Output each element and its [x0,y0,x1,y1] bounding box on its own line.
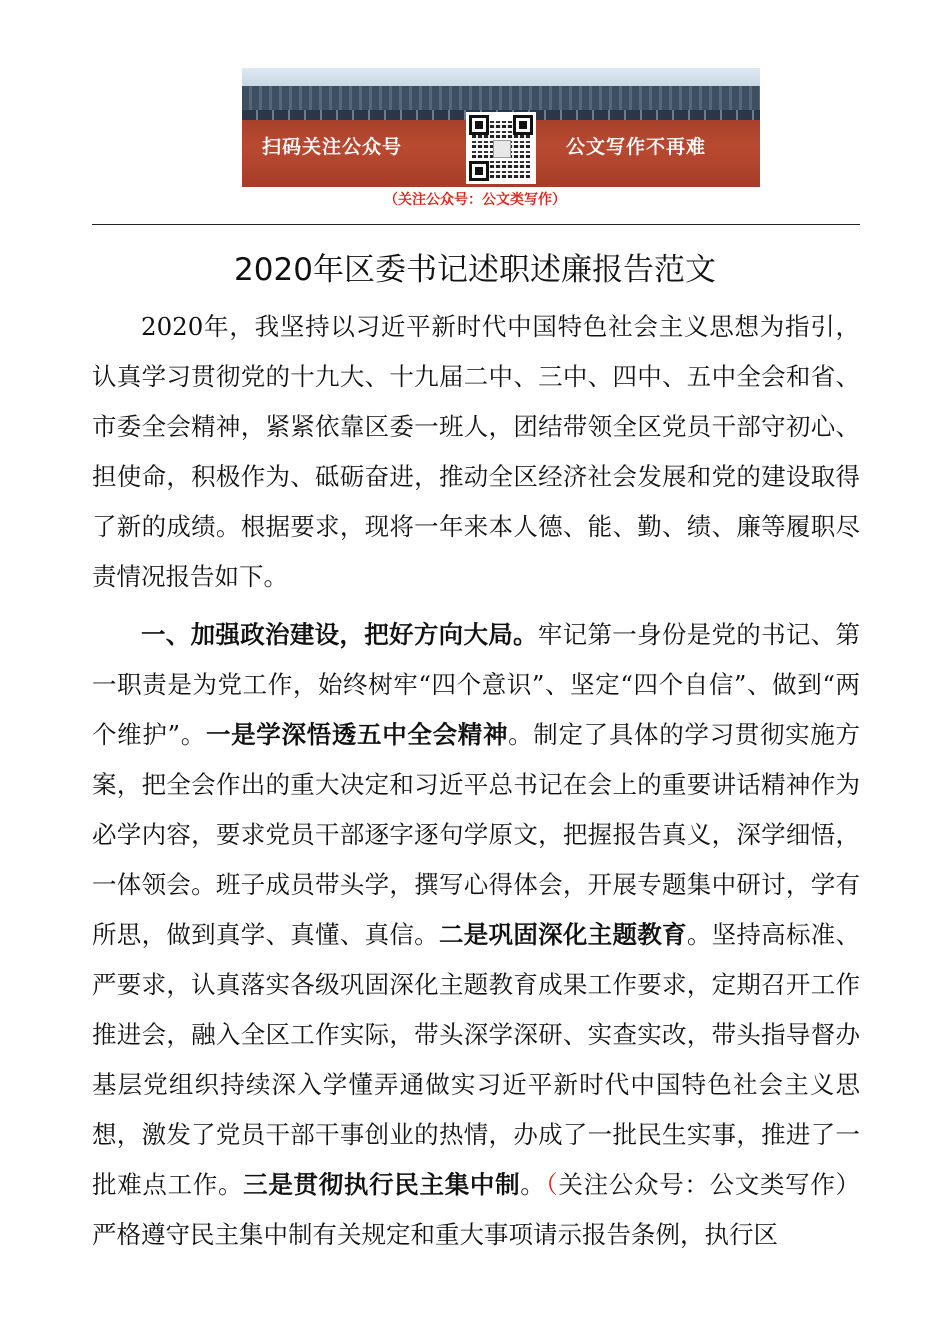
note-open-bracket: （ [545,1170,559,1199]
qr-center-logo [493,140,511,158]
paragraph-intro-text: 2020年，我坚持以习近平新时代中国特色社会主义思想为指引，认真学习贯彻党的十九大、十九届二中、三中、四中、五中全会和省、市委全会精神，紧紧依靠区委一班人，团结带领全区党员干部守初心、担使命，积极作为、砥砺奋进，推动全区经济社会发展和党的建设取得了新的成绩。根据要求，现将一年来本人德、能、勤、绩、廉等履职尽责情况报告如下。 [92,312,860,591]
banner-roof-tiles [242,86,760,112]
banner-right-text: 公文写作不再难 [566,136,707,158]
follow-note: （关注公众号：公文类写作） [384,192,566,208]
qr-finder-top-right [513,115,533,135]
paragraph-section-one [92,610,860,1260]
document-body [92,302,860,1268]
subpoint-one-text: 。制定了具体的学习贯彻实施方案，把全会作出的重大决定和习近平总书记在会上的重要讲话精神作为必学内容，要求党员干部逐字逐句学原文，把握报告真义，深学细悟，一体领会。班子成员带头学，撰写心得体会，开展专题集中研讨，学有所思，做到真学、真懂、真信。 [92,720,860,949]
banner-left-text: 扫码关注公众号 [262,136,403,158]
paragraph-intro [92,302,860,602]
qr-finder-top-left [469,115,489,135]
header-divider [92,224,860,225]
subpoint-three-punct: 。 [520,1170,546,1199]
banner-sky [242,68,760,88]
qr-finder-bottom-left [469,161,489,181]
subpoint-two-text: 。坚持高标准、严要求，认真落实各级巩固深化主题教育成果工作要求，定期召开工作推进会，融入全区工作实际，带头深学深研、实查实改，带头指导督办基层党组织持续深入学懂弄通做实习近平新时代中国特色社会主义思想，激发了党员干部干事创业的热情，办成了一批民生实事，推进了一批难点工作。 [92,920,861,1199]
header-banner [242,68,760,187]
subpoint-three-text: 关注公众号：公文类写作）严格遵守民主集中制有关规定和重大事项请示报告条例，执行区 [92,1170,861,1249]
subpoint-one-heading: 一是学深悟透五中全会精神 [205,720,509,749]
qr-code-icon[interactable] [466,112,536,184]
subpoint-three-heading: 三是贯彻执行民主集中制 [243,1170,521,1199]
section-one-heading: 一、加强政治建设，把好方向大局。 [141,620,538,649]
subpoint-two-heading: 二是巩固深化主题教育 [438,920,687,949]
document-title: 2020年区委书记述职述廉报告范文 [234,252,716,288]
section-one-text: 牢记第一身份是党的书记、第一职责是为党工作，始终树牢“四个意识”、坚定“四个自信”、做到“两个维护”。 [92,620,861,749]
